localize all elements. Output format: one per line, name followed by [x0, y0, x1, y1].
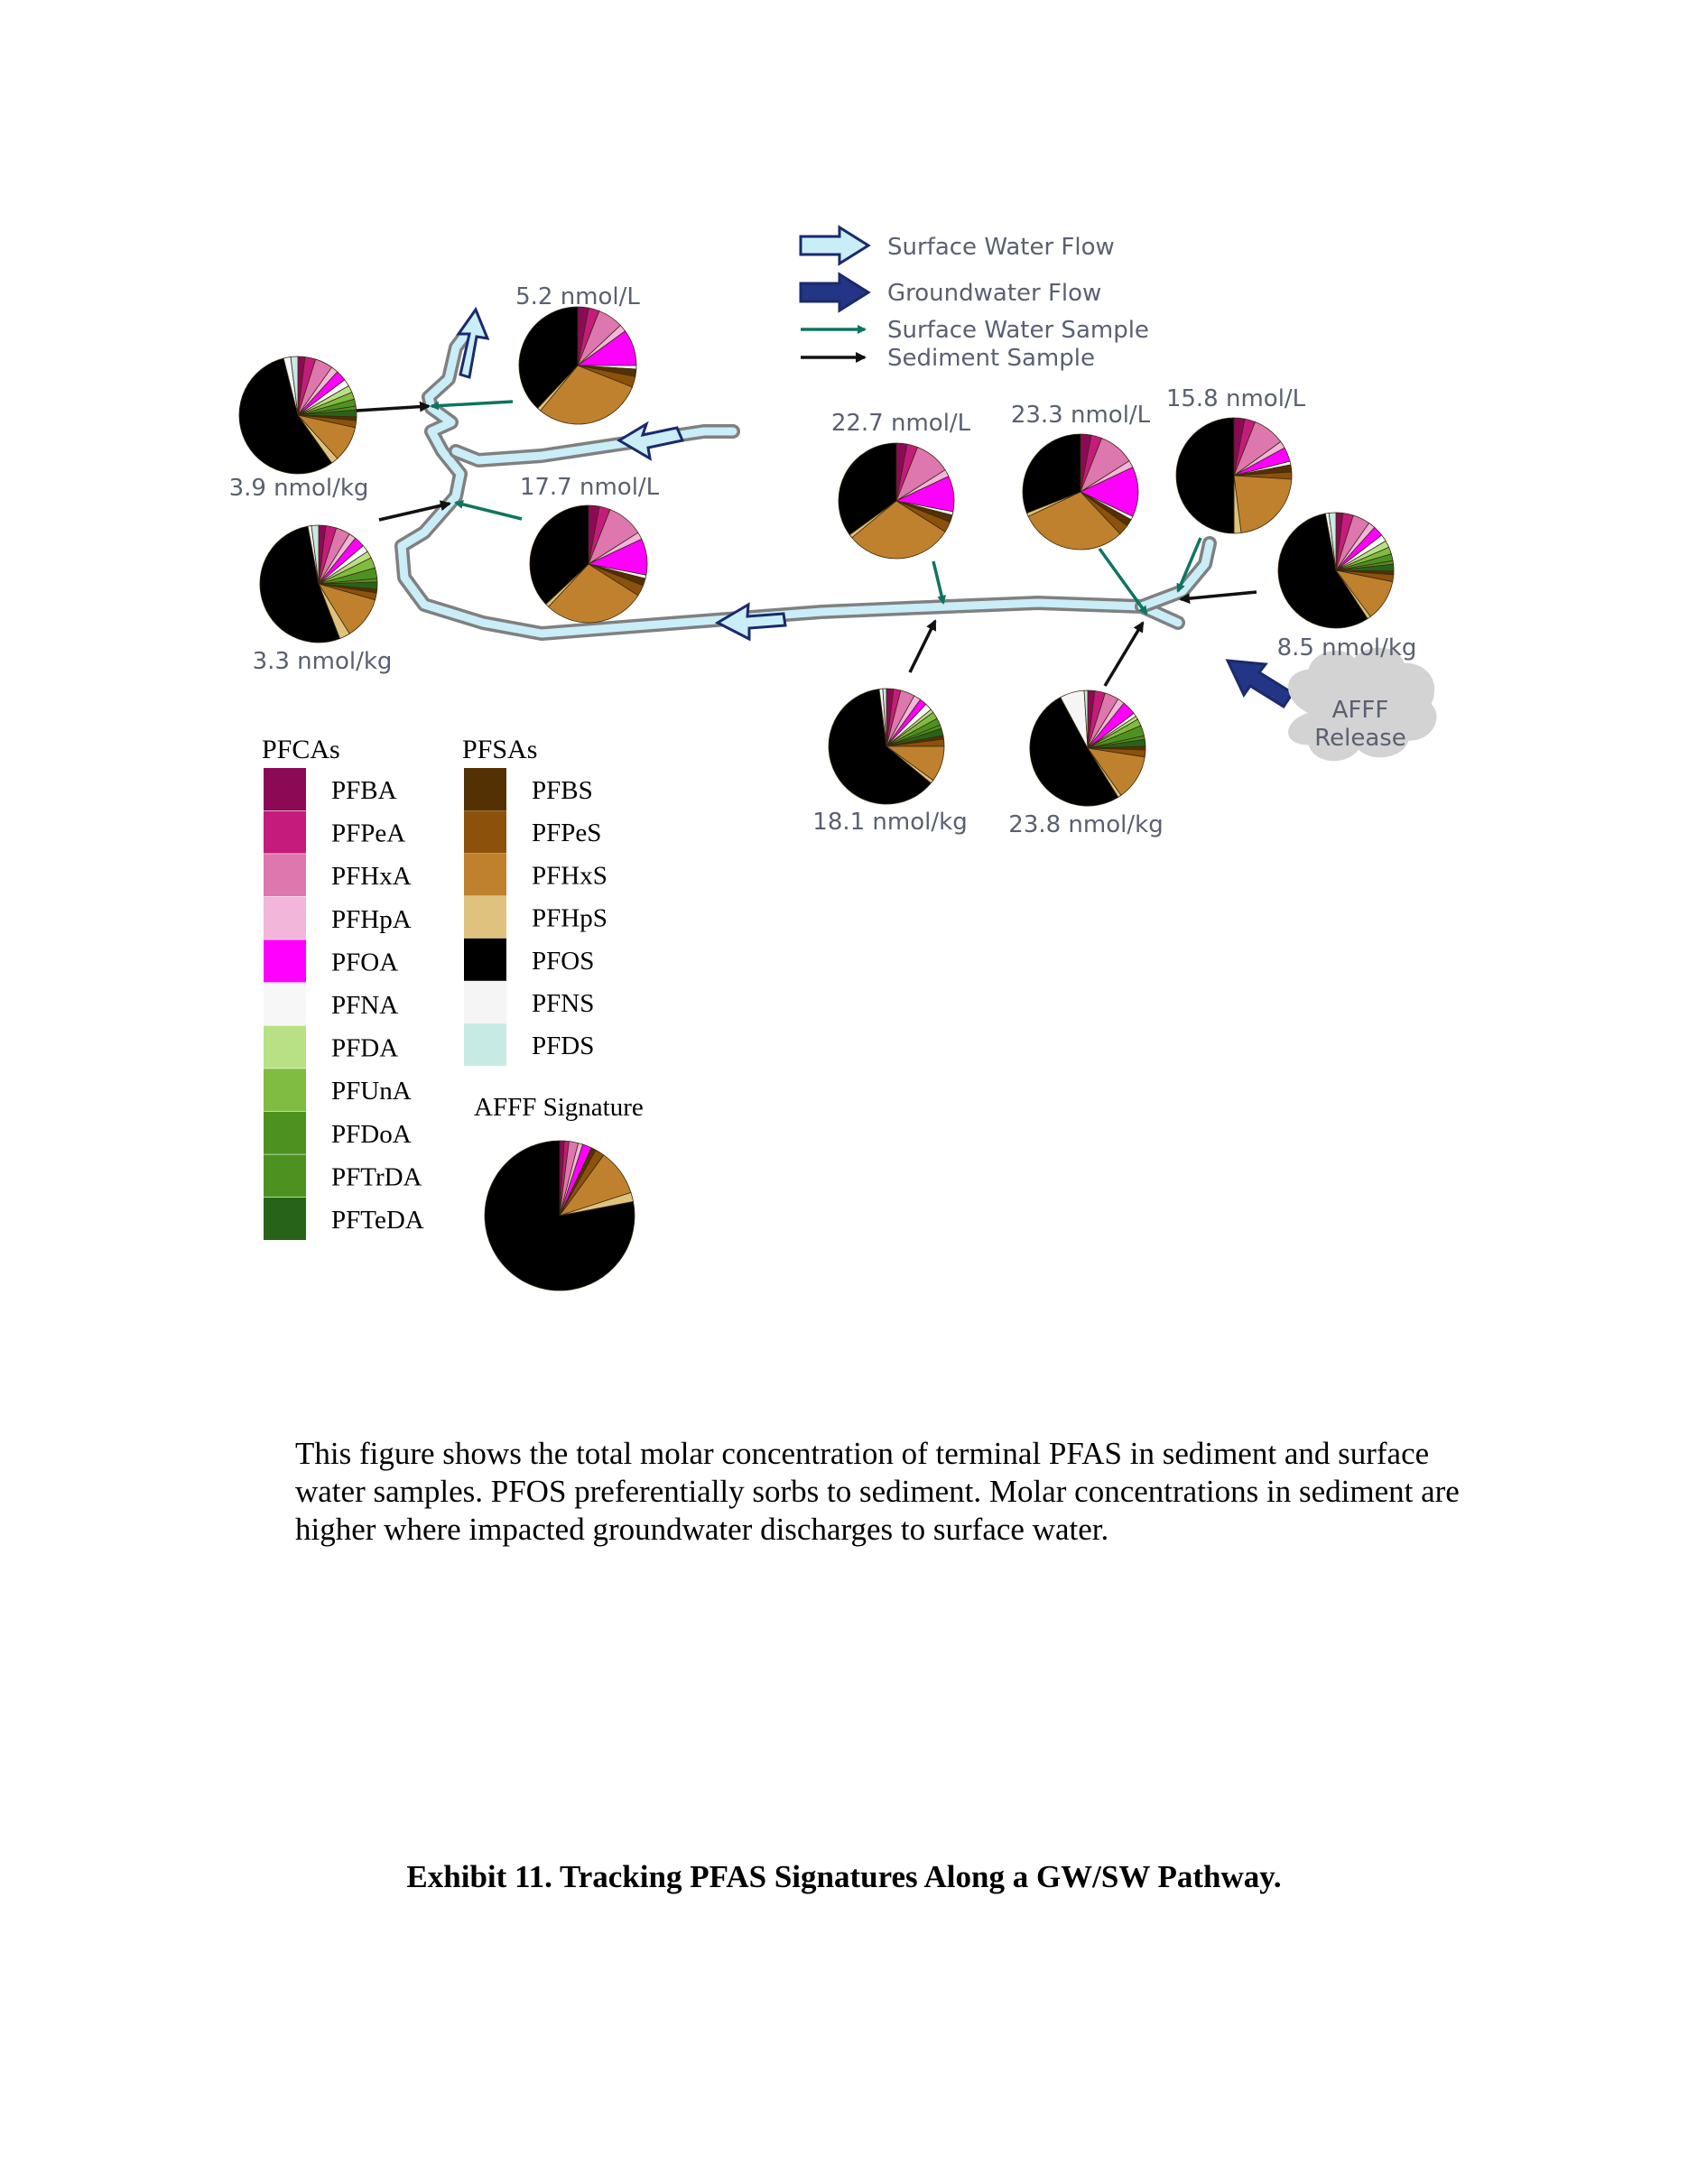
legend-swatch-pfuna: [264, 1069, 306, 1111]
sediment-sample-arrow: [1181, 592, 1257, 599]
surface-water-flow-icon: [801, 227, 868, 264]
sample-pie: [1176, 418, 1292, 533]
legend-label-pfbs: PFBS: [532, 776, 593, 805]
legend-swatch-pfpea: [264, 811, 306, 854]
legend-label-pfpea: PFPeA: [331, 819, 406, 848]
sample-pie: [239, 356, 357, 474]
sediment-sample-arrow: [1105, 623, 1143, 686]
afff-signature-title: AFFF Signature: [474, 1093, 644, 1122]
legend-label-pfna: PFNA: [331, 991, 399, 1020]
afff-release-label-2: Release: [1314, 725, 1406, 752]
sample-label: 23.3 nmol/L: [1010, 402, 1151, 429]
pfcas-title: PFCAs: [262, 735, 340, 764]
legend-swatch-pfhxa: [264, 854, 306, 896]
legend-label-pfpes: PFPeS: [532, 819, 602, 848]
legend-label-pfns: PFNS: [532, 989, 595, 1018]
sediment-sample-arrow: [357, 406, 429, 411]
sample-pie: [1023, 434, 1138, 550]
sample-label: 23.8 nmol/kg: [1008, 811, 1164, 838]
surface-water-flow-label: Surface Water Flow: [887, 234, 1115, 261]
sediment-sample-arrow: [910, 621, 935, 672]
sample-label: 22.7 nmol/L: [830, 410, 971, 437]
legend-label-pfteda: PFTeDA: [331, 1206, 424, 1235]
sample-pie: [839, 443, 954, 559]
legend-swatch-pfbs: [464, 768, 506, 810]
groundwater-flow-icon: [801, 274, 868, 310]
legend-swatch-pfos: [464, 939, 506, 981]
pfsas-list: [464, 768, 607, 1066]
surface-water-flow-arrow: [619, 424, 682, 458]
groundwater-flow-arrow: [1228, 661, 1293, 707]
legend-swatch-pfhpa: [264, 897, 306, 939]
sediment-sample-arrows: [357, 406, 1257, 686]
sample-pie: [530, 505, 647, 623]
sample-pie: [260, 525, 377, 643]
legend-label-pfhps: PFHpS: [532, 903, 607, 933]
legend-label-pfoa: PFOA: [331, 948, 399, 977]
legend-label-pfuna: PFUnA: [331, 1077, 412, 1106]
legend-swatch-pfteda: [264, 1198, 306, 1240]
legend-swatch-pfna: [264, 983, 306, 1025]
legend-label-pfhxa: PFHxA: [331, 862, 412, 892]
flow-legend: [801, 227, 1149, 372]
surface-water-sample-arrow: [431, 402, 513, 406]
legend-swatch-pfns: [464, 981, 506, 1023]
afff-release-label-1: AFFF: [1331, 697, 1389, 724]
sample-label: 5.2 nmol/L: [515, 283, 640, 310]
afff-release-cloud: [1289, 648, 1436, 761]
legend-label-pfda: PFDA: [331, 1033, 399, 1063]
legend-label-pfdoa: PFDoA: [331, 1119, 412, 1149]
sample-label: 3.3 nmol/kg: [252, 648, 393, 675]
pie-slice-pfhxs: [1234, 476, 1292, 533]
sample-label: 17.7 nmol/L: [519, 474, 660, 501]
groundwater-flow-label: Groundwater Flow: [887, 280, 1102, 307]
legend-swatch-pfhxs: [464, 853, 506, 895]
figure-caption: This figure shows the total molar concentration of terminal PFAS in sediment and surface water samples. PFOS preferentially sorbs to sediment. Molar concentrations in sediment are higher where impacted groundwater discharges to surface water.: [295, 1436, 1460, 1547]
sample-label: 18.1 nmol/kg: [812, 809, 968, 836]
legend-label-pfba: PFBA: [331, 776, 397, 805]
legend-swatch-pfdoa: [264, 1112, 306, 1154]
legend-label-pfhxs: PFHxS: [532, 861, 607, 891]
legend-swatch-pfhps: [464, 896, 506, 939]
surface-water-sample-arrow: [456, 503, 522, 519]
sample-pie: [519, 307, 636, 424]
pie-slice-pfos: [1176, 418, 1234, 533]
legend-label-pfos: PFOS: [532, 946, 595, 976]
legend-swatch-pfda: [264, 1026, 306, 1069]
sample-pie: [829, 689, 944, 804]
surface-water-sample-arrow: [933, 561, 943, 603]
sample-label: 3.9 nmol/kg: [228, 475, 369, 502]
legend-swatch-pfoa: [264, 939, 306, 982]
legend-label-pfds: PFDS: [532, 1032, 595, 1061]
sediment-sample-label: Sediment Sample: [887, 345, 1095, 372]
sample-pie: [1278, 513, 1394, 628]
legend-swatch-pftrda: [264, 1154, 306, 1197]
pfcas-list: [264, 768, 424, 1240]
surface-water-sample-label: Surface Water Sample: [887, 317, 1149, 344]
afff-signature-pie: [485, 1141, 635, 1291]
legend-swatch-pfba: [264, 768, 306, 810]
legend-swatch-pfpes: [464, 810, 506, 853]
legend-swatch-pfds: [464, 1023, 506, 1066]
pfsas-title: PFSAs: [462, 735, 538, 764]
sample-pies: [239, 307, 1394, 1291]
exhibit-title: Exhibit 11. Tracking PFAS Signatures Along a GW/SW Pathway.: [406, 1859, 1282, 1894]
sample-label: 8.5 nmol/kg: [1276, 634, 1417, 662]
sample-pie: [1030, 690, 1145, 806]
sample-label: 15.8 nmol/L: [1165, 385, 1306, 412]
legend-label-pfhpa: PFHpA: [331, 904, 412, 934]
legend-label-pftrda: PFTrDA: [331, 1162, 422, 1192]
